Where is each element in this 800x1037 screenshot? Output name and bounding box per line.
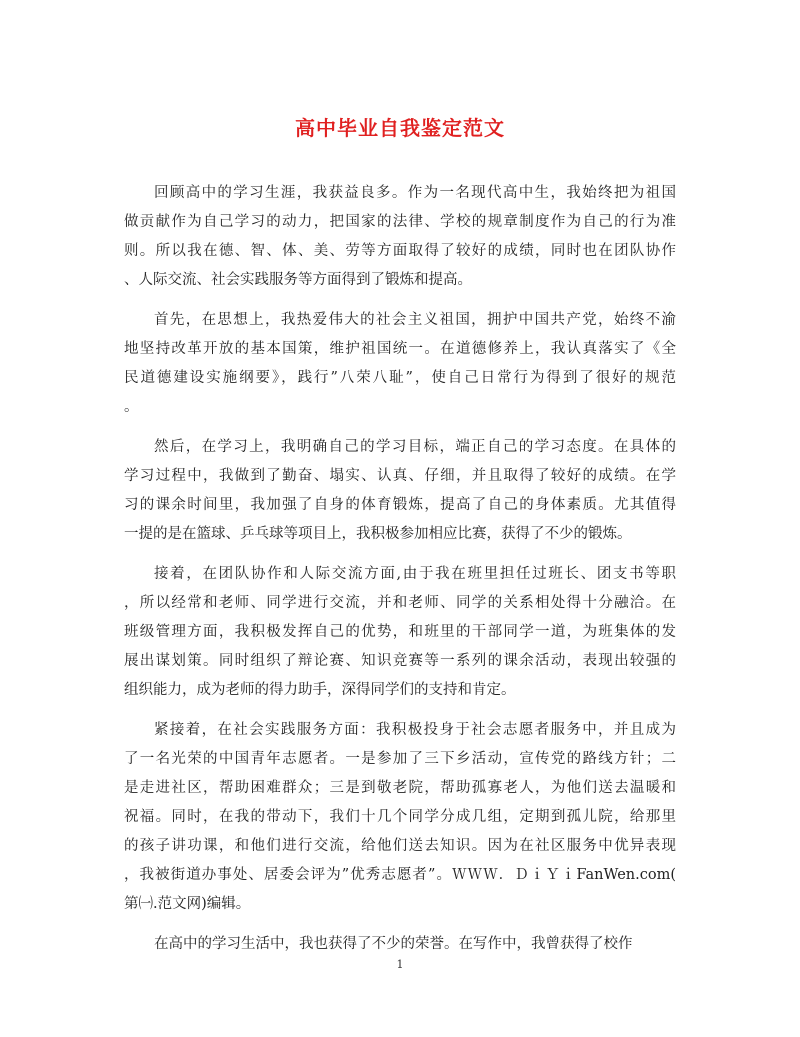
paragraph-gap — [124, 705, 676, 716]
paragraph-line: 、人际交流、社会实践服务等方面得到了锻炼和提高。 — [124, 272, 472, 288]
paragraph-line: 是走进社区，帮助困难群众；三是到敬老院，帮助孤寡老人，为他们送去温暖和 — [124, 780, 676, 796]
document-title: 高中毕业自我鉴定范文 — [295, 116, 505, 140]
document-body — [124, 179, 676, 959]
paragraph-line: 班级管理方面，我积极发挥自己的优势，和班里的干部同学一道，为班集体的发 — [124, 624, 676, 640]
paragraph-line: 民道德建设实施纲要》，践行”八荣八耻”，使自己日常行为得到了很好的规范 — [124, 370, 676, 386]
paragraph-line: 首先，在思想上，我热爱伟大的社会主义祖国，拥护中国共产党，始终不渝 — [154, 312, 676, 328]
paragraph-line: 学习过程中，我做到了勤奋、塌实、认真、仔细，并且取得了较好的成绩。在学 — [124, 468, 676, 484]
paragraph-line: 了一名光荣的中国青年志愿者。一是参加了三下乡活动，宣传党的路线方针；二 — [124, 751, 676, 767]
paragraph-line: 接着，在团队协作和人际交流方面,由于我在班里担任过班长、团支书等职 — [154, 566, 676, 582]
paragraph-line: 做贡献作为自己学习的动力，把国家的法律、学校的规章制度作为自己的行为准 — [124, 214, 676, 230]
paragraph-line: ，所以经常和老师、同学进行交流，并和老师、同学的关系相处得十分融洽。在 — [124, 595, 676, 611]
paragraph-line: 祝福。同时，在我的带动下，我们十几个同学分成几组，定期到孤儿院，给那里 — [124, 809, 676, 825]
paragraph-line: 则。所以我在德、智、体、美、劳等方面取得了较好的成绩，同时也在团队协作 — [124, 243, 676, 259]
paragraph-line: 习的课余时间里，我加强了自身的体育锻炼，提高了自己的身体素质。尤其值得 — [124, 497, 676, 513]
paragraph-line: 组织能力，成为老师的得力助手，深得同学们的支持和肯定。 — [124, 682, 516, 698]
paragraph-line: 然后，在学习上，我明确自己的学习目标，端正自己的学习态度。在具体的 — [154, 439, 676, 455]
paragraph-line: 紧接着，在社会实践服务方面：我积极投身于社会志愿者服务中，并且成为 — [154, 722, 676, 738]
paragraph-line: 的孩子讲功课，和他们进行交流，给他们送去知识。因为在社区服务中优异表现 — [124, 838, 676, 854]
paragraph-gap — [124, 549, 676, 560]
page-number: 1 — [396, 958, 404, 971]
paragraph-line: ，我被街道办事处、居委会评为”优秀志愿者”。ＷＷＷ．ＤｉＹｉFanWen.com( — [124, 867, 676, 883]
paragraph-line: 。 — [124, 399, 139, 415]
paragraph-line: 在高中的学习生活中，我也获得了不少的荣誉。在写作中，我曾获得了校作 — [154, 936, 633, 952]
paragraph-gap — [124, 422, 676, 433]
paragraph-line: 展出谋划策。同时组织了辩论赛、知识竞赛等一系列的课余活动，表现出较强的 — [124, 653, 676, 669]
paragraph-gap — [124, 919, 676, 930]
paragraph-line: 一提的是在篮球、乒乓球等项目上，我积极参加相应比赛，获得了不少的锻炼。 — [124, 526, 632, 542]
paragraph-line: 第㈠.范文网)编辑。 — [124, 896, 251, 912]
paragraph-gap — [124, 295, 676, 306]
paragraph-line: 回顾高中的学习生涯，我获益良多。作为一名现代高中生，我始终把为祖国 — [154, 185, 676, 201]
paragraph-line: 地坚持改革开放的基本国策，维护祖国统一。在道德修养上，我认真落实了《全 — [124, 341, 676, 357]
